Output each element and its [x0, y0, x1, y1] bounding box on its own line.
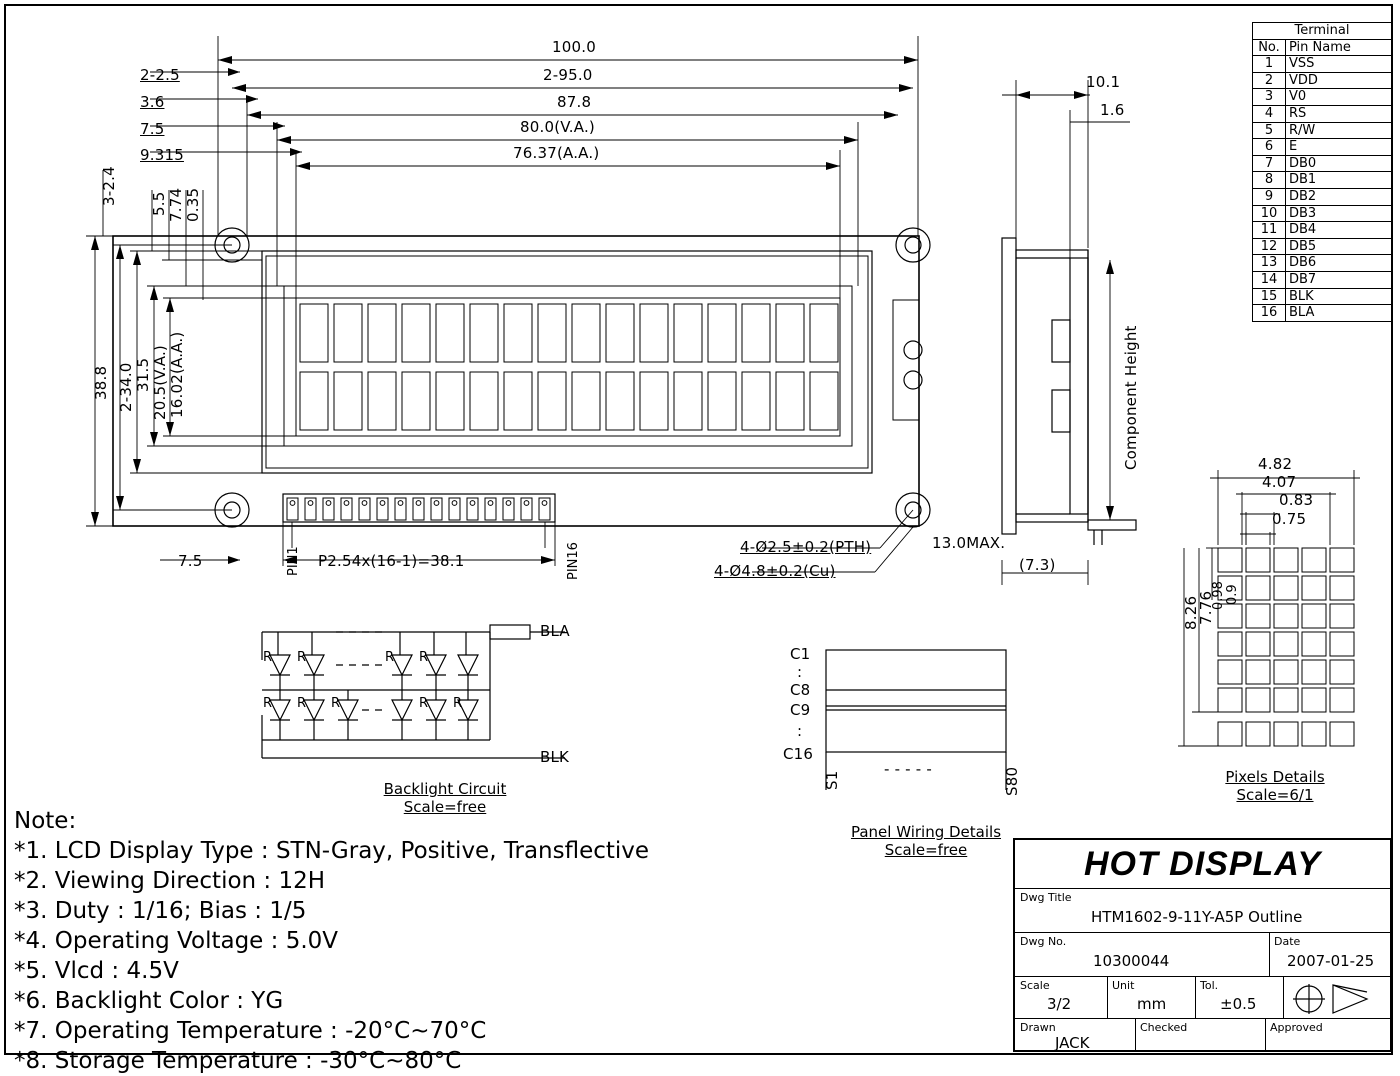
- pin-name: DB5: [1286, 238, 1392, 255]
- label-pin1: PIN1: [286, 546, 301, 576]
- label-c9: C9: [790, 701, 811, 719]
- table-row: [1253, 222, 1392, 239]
- dim-pix-0.83: 0.83: [1279, 491, 1314, 509]
- table-row: [1253, 139, 1392, 156]
- dim-side-1.6: 1.6: [1100, 101, 1125, 119]
- dim-side-depth: (7.3): [1019, 556, 1056, 574]
- table-row: [1253, 238, 1392, 255]
- pin-no: 2: [1253, 72, 1286, 89]
- pin-name: DB6: [1286, 255, 1392, 272]
- pin-no: 10: [1253, 205, 1286, 222]
- tb-sep-proj: [1283, 976, 1284, 1018]
- label-resistor-5: R: [263, 696, 273, 711]
- dim-top-0.35: 0.35: [184, 187, 202, 222]
- label-date: Date: [1274, 935, 1301, 948]
- label-c1-dots: :: [797, 663, 803, 681]
- table-row: [1253, 172, 1392, 189]
- label-c8: C8: [790, 681, 811, 699]
- dim-aa-height: 16.02(A.A.): [168, 331, 186, 418]
- dim-pix-0.75: 0.75: [1272, 510, 1307, 528]
- pin-no: 1: [1253, 56, 1286, 73]
- note-item: *2. Viewing Direction : 12H: [14, 868, 326, 894]
- dim-pix-0.9: 0.9: [1225, 584, 1240, 605]
- label-resistor-4: R: [419, 650, 429, 665]
- col-pin-name: Pin Name: [1286, 39, 1392, 56]
- table-row: [1253, 56, 1392, 73]
- pin-no: 12: [1253, 238, 1286, 255]
- table-row: [1253, 122, 1392, 139]
- terminal-title: Terminal: [1253, 23, 1392, 40]
- dim-va-height: 20.5(V.A.): [151, 345, 169, 420]
- value-scale: 3/2: [1047, 995, 1072, 1013]
- pixels-details-title: Pixels Details: [1225, 768, 1325, 786]
- pin-name: DB7: [1286, 271, 1392, 288]
- dim-mount-width: 2-95.0: [543, 66, 593, 84]
- label-blk: BLK: [540, 748, 570, 766]
- backlight-circuit-title: Backlight Circuit: [383, 780, 507, 798]
- label-approved: Approved: [1270, 1021, 1323, 1034]
- table-row: [1253, 255, 1392, 272]
- pin-name: DB0: [1286, 155, 1392, 172]
- dim-top-7.74: 7.74: [167, 187, 185, 222]
- label-scale: Scale: [1020, 979, 1050, 992]
- pin-no: 11: [1253, 222, 1286, 239]
- pin-no: 4: [1253, 105, 1286, 122]
- value-dwg-no: 10300044: [1093, 952, 1170, 970]
- dim-pcb-inner: 87.8: [557, 93, 592, 111]
- notes-block: [14, 806, 649, 1076]
- dim-pix-4.07: 4.07: [1262, 473, 1297, 491]
- pin-name: DB4: [1286, 222, 1392, 239]
- label-dwg-title: Dwg Title: [1020, 891, 1072, 904]
- label-resistor-2: R: [297, 650, 307, 665]
- table-row: [1253, 155, 1392, 172]
- label-pin16: PIN16: [566, 542, 581, 580]
- pin-name: BLA: [1286, 305, 1392, 322]
- table-row: [1253, 271, 1392, 288]
- dim-bottom-7.5: 7.5: [178, 552, 203, 570]
- pin-no: 5: [1253, 122, 1286, 139]
- pin-name: DB2: [1286, 188, 1392, 205]
- label-drawn: Drawn: [1020, 1021, 1056, 1034]
- dim-left-3.6: 3.6: [140, 93, 165, 111]
- pin-no: 6: [1253, 139, 1286, 156]
- dim-left-9.315: 9.315: [140, 146, 184, 164]
- label-tol: Tol.: [1200, 979, 1219, 992]
- table-row: [1253, 205, 1392, 222]
- pin-name: R/W: [1286, 122, 1392, 139]
- table-row: [1253, 105, 1392, 122]
- label-c16: C16: [783, 745, 814, 763]
- note-item: *4. Operating Voltage : 5.0V: [14, 928, 339, 954]
- label-resistor-8: R: [419, 696, 429, 711]
- dim-side-10.1: 10.1: [1086, 73, 1121, 91]
- brand-logo: HOT DISPLAY: [1083, 844, 1322, 883]
- label-resistor-9: R: [453, 696, 463, 711]
- label-bla: BLA: [540, 622, 570, 640]
- label-wiring-dots: - - - - -: [884, 760, 932, 778]
- title-block: [1013, 838, 1392, 1052]
- dim-left-7.5: 7.5: [140, 120, 165, 138]
- pin-name: DB1: [1286, 172, 1392, 189]
- label-resistor-7: R: [331, 696, 341, 711]
- terminal-table: [1252, 22, 1392, 322]
- panel-wiring-title: Panel Wiring Details: [850, 823, 1002, 841]
- dim-overall-width: 100.0: [552, 38, 596, 56]
- tb-sep-unit: [1107, 976, 1108, 1018]
- value-drawn: JACK: [1055, 1034, 1090, 1052]
- table-row: [1253, 188, 1392, 205]
- dim-pix-7.76: 7.76: [1197, 590, 1215, 625]
- note-item: *6. Backlight Color : YG: [14, 988, 284, 1014]
- label-unit: Unit: [1112, 979, 1135, 992]
- value-dwg-title: HTM1602-9-11Y-A5P Outline: [1091, 908, 1303, 926]
- dim-height-overall: 38.8: [92, 365, 110, 400]
- panel-wiring-scale: Scale=free: [884, 841, 968, 859]
- backlight-circuit-scale: Scale=free: [403, 798, 487, 816]
- label-c1: C1: [790, 645, 811, 663]
- pin-name: VSS: [1286, 56, 1392, 73]
- panel-wiring-caption: [838, 823, 1014, 859]
- table-row: [1253, 305, 1392, 322]
- pin-name: V0: [1286, 89, 1392, 106]
- value-unit: mm: [1137, 995, 1167, 1013]
- pin-name: VDD: [1286, 72, 1392, 89]
- tb-sep-tol: [1195, 976, 1196, 1018]
- notes-heading: Note:: [14, 808, 77, 834]
- pixels-details-caption: [1190, 768, 1360, 804]
- label-dwg-no: Dwg No.: [1020, 935, 1067, 948]
- pin-no: 14: [1253, 271, 1286, 288]
- dim-pix-4.82: 4.82: [1258, 455, 1293, 473]
- dim-left-2-2.5: 2-2.5: [140, 66, 180, 84]
- col-no: No.: [1253, 39, 1286, 56]
- dim-top-5.5: 5.5: [150, 191, 168, 216]
- label-s80: S80: [1003, 766, 1021, 796]
- callout-hole-cu: 4-Ø4.8±0.2(Cu): [714, 562, 836, 580]
- note-item: *5. Vlcd : 4.5V: [14, 958, 179, 984]
- pin-no: 13: [1253, 255, 1286, 272]
- table-row: [1253, 89, 1392, 106]
- tb-sep-date: [1269, 932, 1270, 976]
- pin-no: 8: [1253, 172, 1286, 189]
- dim-aa-width: 76.37(A.A.): [513, 144, 600, 162]
- label-c9-dots: :: [797, 722, 803, 740]
- table-column-header-row: [1253, 39, 1392, 56]
- tb-sep-approved: [1265, 1018, 1266, 1052]
- pin-no: 15: [1253, 288, 1286, 305]
- label-component-height: Component Height: [1122, 325, 1140, 470]
- pin-no: 7: [1253, 155, 1286, 172]
- pixels-details-scale: Scale=6/1: [1236, 786, 1314, 804]
- label-resistor-6: R: [297, 696, 307, 711]
- label-checked: Checked: [1140, 1021, 1188, 1034]
- pin-name: DB3: [1286, 205, 1392, 222]
- callout-hole-pth: 4-Ø2.5±0.2(PTH): [740, 538, 872, 556]
- tb-sep-checked: [1135, 1018, 1136, 1052]
- note-item: *1. LCD Display Type : STN-Gray, Positive, Transflective: [14, 838, 650, 864]
- dim-top-3-2.4: 3-2.4: [100, 166, 118, 206]
- note-item: *8. Storage Temperature : -30°C~80°C: [14, 1048, 462, 1074]
- table-row: [1253, 288, 1392, 305]
- pin-no: 16: [1253, 305, 1286, 322]
- pin-no: 3: [1253, 89, 1286, 106]
- label-resistor-1: R: [263, 650, 273, 665]
- dim-pix-8.26: 8.26: [1182, 595, 1200, 630]
- projection-symbol-icon: [1285, 979, 1393, 1019]
- value-tol: ±0.5: [1220, 995, 1257, 1013]
- dim-pix-0.98: 0.98: [1211, 581, 1226, 610]
- pin-name: BLK: [1286, 288, 1392, 305]
- dim-va-width: 80.0(V.A.): [520, 118, 595, 136]
- dim-max-height: 13.0MAX.: [932, 534, 1006, 552]
- label-resistor-3: R: [385, 650, 395, 665]
- dim-pitch: P2.54x(16-1)=38.1: [318, 552, 465, 570]
- note-item: *3. Duty : 1/16; Bias : 1/5: [14, 898, 307, 924]
- pin-no: 9: [1253, 188, 1286, 205]
- note-item: *7. Operating Temperature : -20°C~70°C: [14, 1018, 487, 1044]
- dim-height-31.5: 31.5: [134, 357, 152, 392]
- label-s1: S1: [823, 770, 841, 790]
- pin-name: RS: [1286, 105, 1392, 122]
- value-date: 2007-01-25: [1287, 952, 1375, 970]
- table-row: [1253, 72, 1392, 89]
- table-header-row: [1253, 23, 1392, 40]
- dim-height-2-34: 2-34.0: [117, 362, 135, 412]
- pin-name: E: [1286, 139, 1392, 156]
